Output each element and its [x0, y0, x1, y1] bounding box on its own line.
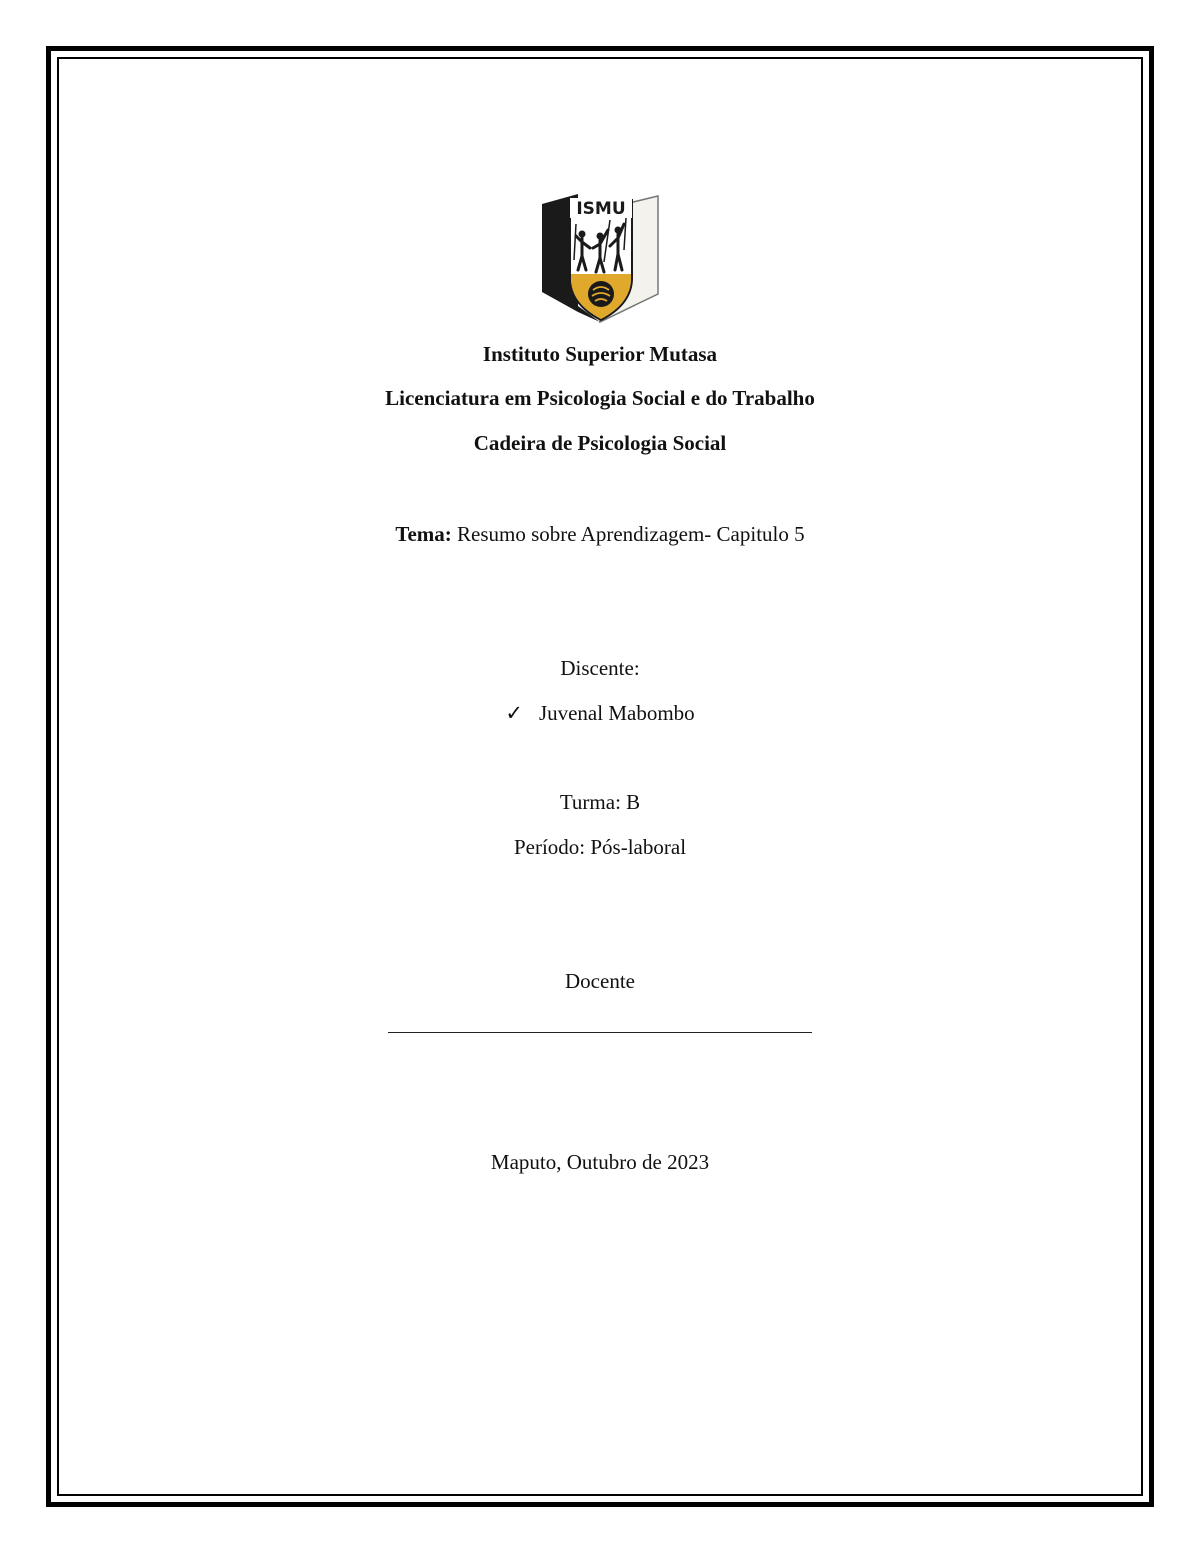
- signature-line: [388, 1014, 812, 1033]
- degree-name: Licenciatura em Psicologia Social e do Trabalho: [385, 386, 815, 410]
- signature-line-row: [0, 1013, 1200, 1039]
- institution-name: Instituto Superior Mutasa: [482, 342, 718, 366]
- discente-label: Discente:: [560, 656, 640, 680]
- student-line: [0, 700, 1200, 726]
- docente-label: Docente: [565, 969, 635, 993]
- ismu-logo: [538, 190, 662, 325]
- tema-value: Resumo sobre Aprendizagem- Capitulo 5: [451, 522, 805, 546]
- checkmark-icon: ✓: [505, 701, 523, 725]
- tema-line: [0, 521, 1200, 547]
- course-name: Cadeira de Psicologia Social: [473, 431, 727, 455]
- turma: Turma: B: [559, 790, 641, 814]
- student-name: Juvenal Mabombo: [538, 701, 695, 725]
- tema-label: Tema:: [395, 522, 452, 546]
- place-date: Maputo, Outubro de 2023: [490, 1150, 710, 1174]
- logo-text: ISMU: [576, 199, 626, 219]
- periodo: Período: Pós-laboral: [513, 835, 687, 859]
